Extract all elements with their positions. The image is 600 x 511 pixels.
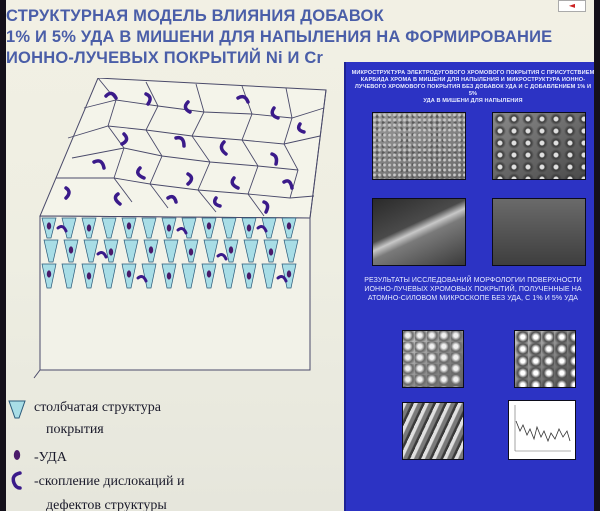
structural-model-diagram <box>28 78 328 384</box>
dislocation-cluster-icon <box>8 470 26 492</box>
sem-image-4 <box>492 198 586 266</box>
caption-top-line-2: КАРБИДА ХРОМА В МИШЕНИ ДЛЯ НАПЫЛЕНИЯ И МИКРОСТРУКТУРА ИОННО- <box>360 77 586 83</box>
legend-label-columnar-cont: покрытия <box>46 422 104 437</box>
legend <box>6 398 336 511</box>
legend-item-columnar-cont <box>6 422 336 446</box>
legend-item-columnar <box>6 398 336 422</box>
afm-image-3 <box>402 402 464 460</box>
title-line-1: СТРУКТУРНАЯ МОДЕЛЬ ВЛИЯНИЯ ДОБАВОК <box>6 7 384 25</box>
caption-top-line-4: УДА В МИШЕНИ ДЛЯ НАПЫЛЕНИЯ <box>423 98 523 104</box>
caption-mid-line-3: АТОМНО-СИЛОВОМ МИКРОСКОПЕ БЕЗ УДА, С 1% И 5% УДА <box>367 295 579 302</box>
block-front-face <box>40 216 310 370</box>
caption-mid-line-1: РЕЗУЛЬТАТЫ ИССЛЕДОВАНИЙ МОРФОЛОГИИ ПОВЕРХНОСТИ <box>364 277 582 284</box>
legend-label-columnar: столбчатая структура <box>34 400 161 415</box>
title-line-3: ИОННО-ЛУЧЕВЫХ ПОКРЫТИЙ Ni И Cr <box>6 49 324 67</box>
panel-caption-microstructure <box>350 70 594 105</box>
caption-mid-line-2: ИОННО-ЛУЧЕВЫХ ХРОМОВЫХ ПОКРЫТИЙ, ПОЛУЧЕННЫЕ НА <box>364 286 582 293</box>
title-line-2: 1% И 5% УДА В МИШЕНИ ДЛЯ НАПЫЛЕНИЯ НА ФОРМИРОВАНИЕ <box>6 28 553 46</box>
legend-label-dislocation-cont: дефектов структуры <box>46 498 167 511</box>
afm-image-2 <box>514 330 576 388</box>
caption-top-line-1: МИКРОСТРУКТУРА ЭЛЕКТРОДУГОВОГО ХРОМОВОГО ПОКРЫТИЯ С ПРИСУТСТВИЕМ <box>351 70 594 76</box>
uda-particle-icon <box>8 446 26 466</box>
afm-image-1 <box>402 330 464 388</box>
corner-badge: ◄ <box>558 0 586 12</box>
profile-line-plot <box>509 401 575 459</box>
panel-caption-morphology <box>350 276 594 303</box>
afm-profile-chart <box>508 400 576 460</box>
micrograph-panel <box>344 62 594 511</box>
sem-image-1 <box>372 112 466 180</box>
sem-image-2 <box>492 112 586 180</box>
columnar-structure-icon <box>8 400 26 420</box>
legend-item-uda <box>6 446 336 470</box>
slide <box>6 0 594 511</box>
legend-label-dislocation: -скопление дислокаций и <box>34 474 185 489</box>
caption-top-line-3: ЛУЧЕВОГО ХРОМОВОГО ПОКРЫТИЯ БЕЗ ДОБАВОК УДА И С ДОБАВЛЕНИЕМ 1% И 5% <box>354 84 592 97</box>
slide-title <box>6 6 553 69</box>
legend-label-uda: -УДА <box>34 450 67 465</box>
legend-item-dislocation-cont <box>6 494 336 511</box>
sem-image-3 <box>372 198 466 266</box>
legend-item-dislocation <box>6 470 336 494</box>
